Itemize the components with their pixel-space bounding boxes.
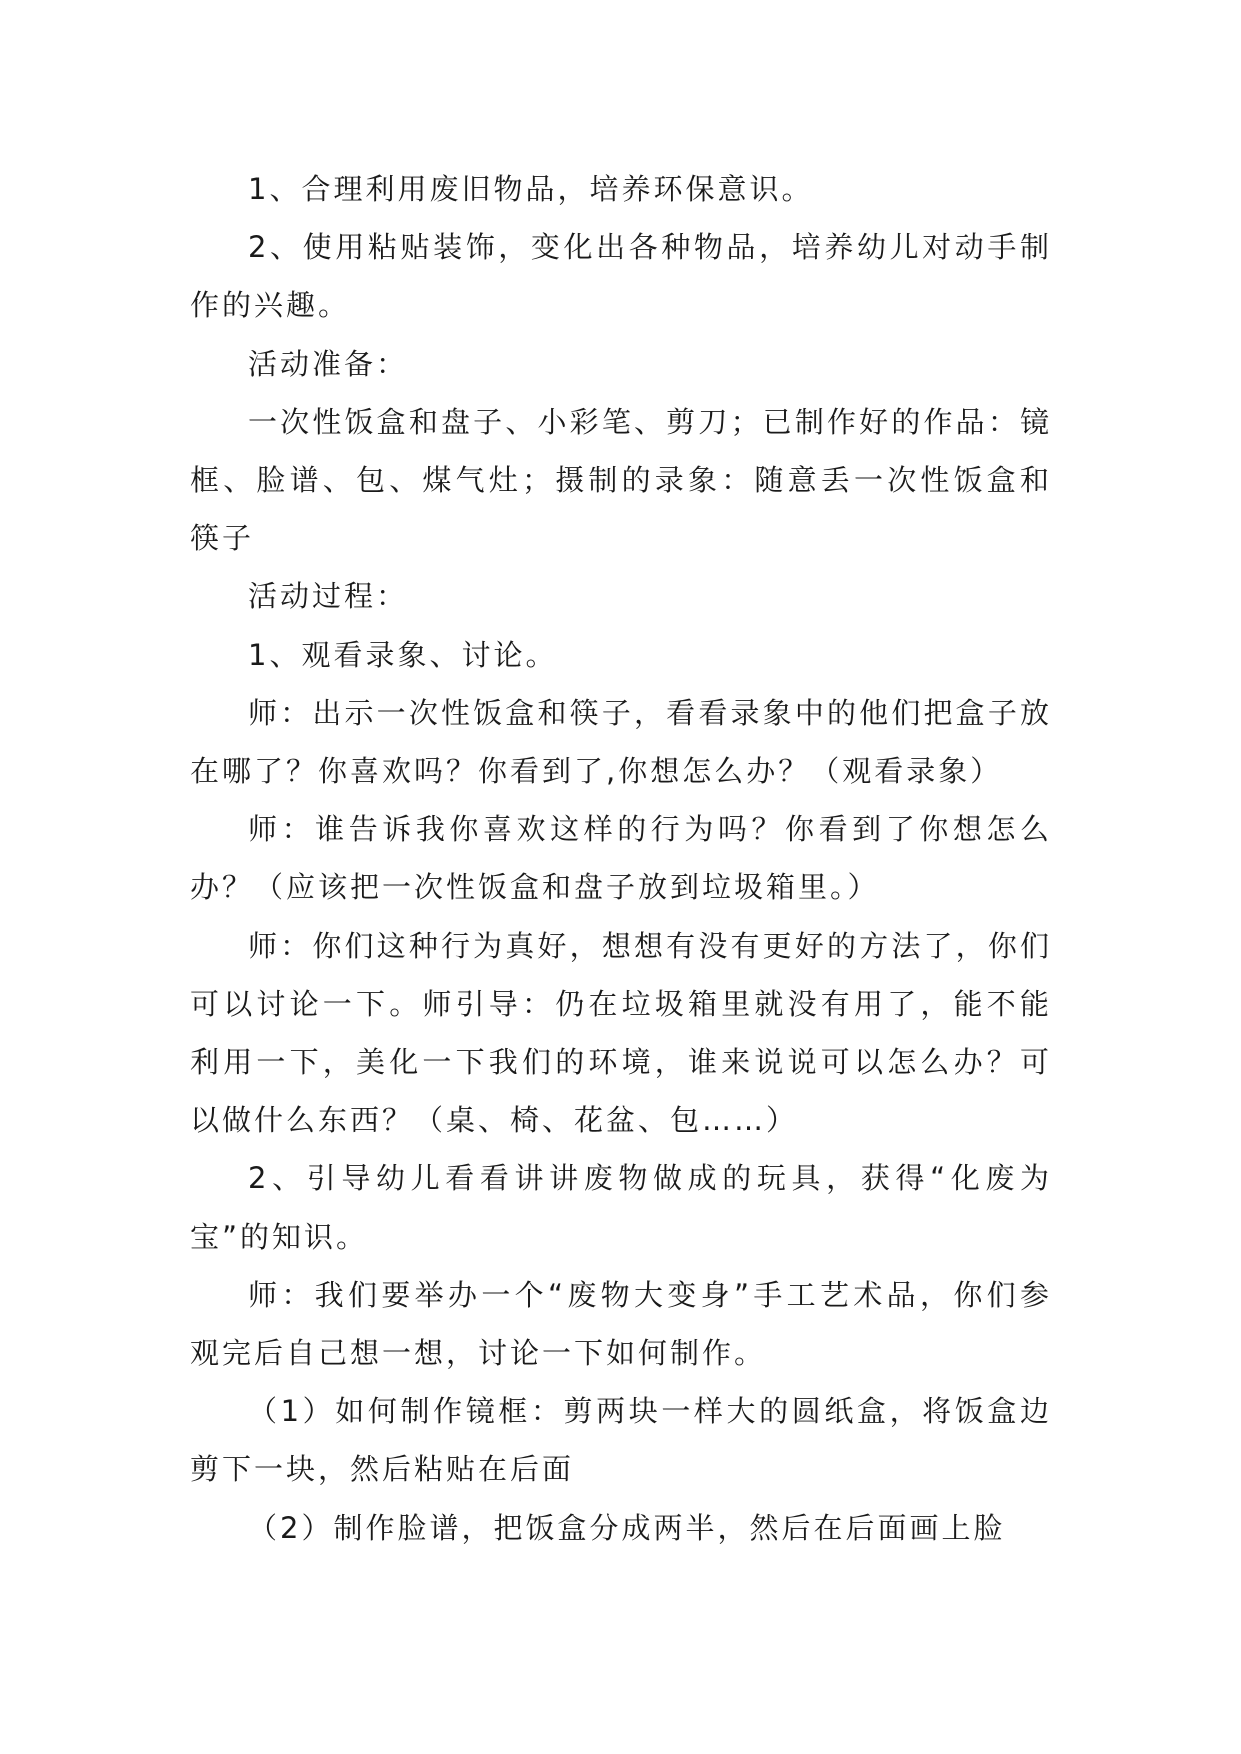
section-heading-preparation: 活动准备： <box>248 346 409 381</box>
preparation-materials: 一次性饭盒和盘子、小彩笔、剪刀；已制作好的作品：镜框、脸谱、包、煤气灶；摄制的录象：随意丢一次性饭盒和筷子 <box>190 404 1052 556</box>
process-step-2: 2、引导幼儿看看讲讲废物做成的玩具，获得“化废为宝”的知识。 <box>190 1161 1052 1254</box>
section-heading-process: 活动过程： <box>248 579 409 614</box>
process-step-1: 1、观看录象、讨论。 <box>248 637 558 672</box>
teacher-dialogue-1: 师：出示一次性饭盒和筷子，看看录象中的他们把盒子放在哪了？你喜欢吗？你看到了,你想怎么办？（观看录象） <box>190 695 1052 789</box>
teacher-dialogue-2: 师：谁告诉我你喜欢这样的行为吗？你看到了你想怎么办？（应该把一次性饭盒和盘子放到垃圾箱里。） <box>190 812 1052 905</box>
objective-2: 2、使用粘贴装饰，变化出各种物品，培养幼儿对动手制作的兴趣。 <box>190 230 1052 323</box>
teacher-dialogue-3: 师：你们这种行为真好，想想有没有更好的方法了，你们可以讨论一下。师引导：仍在垃圾箱里就没有用了，能不能利用一下，美化一下我们的环境，谁来说说可以怎么办？可以做什么东西？（桌、椅、花盆、包……） <box>190 928 1052 1138</box>
objective-1: 1、合理利用废旧物品，培养环保意识。 <box>248 172 814 206</box>
craft-step-2: （2）制作脸谱，把饭盒分成两半，然后在后面画上脸 <box>248 1510 1006 1545</box>
teacher-dialogue-4: 师：我们要举办一个“废物大变身”手工艺术品，你们参观完后自己想一想，讨论一下如何制作。 <box>190 1277 1052 1371</box>
craft-step-1: （1）如何制作镜框：剪两块一样大的圆纸盒，将饭盒边剪下一块，然后粘贴在后面 <box>190 1394 1052 1487</box>
document-body <box>190 160 1052 1557</box>
